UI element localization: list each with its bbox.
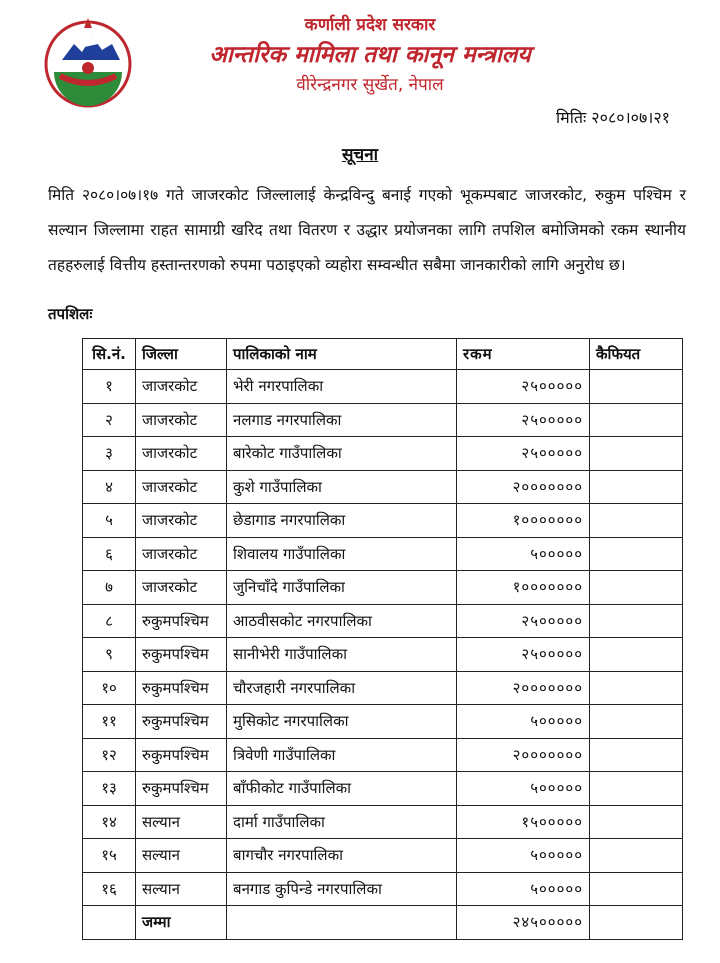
cell-sn: ८ — [83, 604, 136, 638]
cell-district: रुकुमपश्चिम — [136, 671, 227, 705]
table-header-row — [83, 339, 683, 370]
cell-amount: २५००००० — [457, 604, 590, 638]
table-row — [83, 805, 683, 839]
table-row — [83, 403, 683, 437]
cell-district: रुकुमपश्चिम — [136, 772, 227, 806]
table-row — [83, 370, 683, 404]
table-row — [83, 571, 683, 605]
cell-sn: १६ — [83, 872, 136, 906]
cell-remarks — [590, 671, 683, 705]
table-row — [83, 872, 683, 906]
cell-amount: २००००००० — [457, 738, 590, 772]
cell-sn: ५ — [83, 504, 136, 538]
table-row — [83, 437, 683, 471]
details-label: तपशिलः — [48, 305, 93, 323]
cell-remarks — [590, 403, 683, 437]
cell-district: जाजरकोट — [136, 403, 227, 437]
cell-district: जाजरकोट — [136, 504, 227, 538]
total-empty-cell — [227, 906, 457, 940]
cell-amount: २५००००० — [457, 370, 590, 404]
cell-sn: १० — [83, 671, 136, 705]
cell-municipality: कुशे गाउँपालिका — [227, 470, 457, 504]
table-row — [83, 671, 683, 705]
cell-amount: १५००००० — [457, 805, 590, 839]
cell-remarks — [590, 504, 683, 538]
cell-municipality: दार्मा गाउँपालिका — [227, 805, 457, 839]
cell-remarks — [590, 537, 683, 571]
cell-sn: ७ — [83, 571, 136, 605]
cell-sn: ११ — [83, 705, 136, 739]
ministry-header — [170, 12, 570, 98]
cell-sn: १४ — [83, 805, 136, 839]
cell-district: रुकुमपश्चिम — [136, 738, 227, 772]
cell-district: जाजरकोट — [136, 437, 227, 471]
cell-remarks — [590, 772, 683, 806]
total-amount: २४५००००० — [457, 906, 590, 940]
cell-district: सल्यान — [136, 805, 227, 839]
cell-amount: ५००००० — [457, 839, 590, 873]
cell-district: जाजरकोट — [136, 470, 227, 504]
table-row — [83, 504, 683, 538]
table-row — [83, 604, 683, 638]
cell-district: जाजरकोट — [136, 370, 227, 404]
cell-amount: २००००००० — [457, 671, 590, 705]
cell-sn: १२ — [83, 738, 136, 772]
cell-remarks — [590, 437, 683, 471]
cell-amount: १००००००० — [457, 571, 590, 605]
cell-district: रुकुमपश्चिम — [136, 604, 227, 638]
cell-remarks — [590, 738, 683, 772]
cell-remarks — [590, 839, 683, 873]
header-municipality: पालिकाको नाम — [227, 339, 457, 370]
cell-amount: २५००००० — [457, 638, 590, 672]
province-government: कर्णाली प्रदेश सरकार — [304, 15, 436, 35]
cell-sn: ९ — [83, 638, 136, 672]
cell-sn: १५ — [83, 839, 136, 873]
notice-title: सूचना — [341, 145, 379, 165]
cell-district: जाजरकोट — [136, 537, 227, 571]
total-remarks-cell — [590, 906, 683, 940]
table-row — [83, 738, 683, 772]
notice-date: मितिः २०८०।०७।२१ — [556, 108, 670, 127]
cell-municipality: मुसिकोट नगरपालिका — [227, 705, 457, 739]
cell-district: रुकुमपश्चिम — [136, 705, 227, 739]
cell-sn: ४ — [83, 470, 136, 504]
cell-amount: २५००००० — [457, 437, 590, 471]
ministry-address: वीरेन्द्रनगर सुर्खेत, नेपाल — [296, 75, 444, 95]
cell-municipality: छेडागाड नगरपालिका — [227, 504, 457, 538]
total-label: जम्मा — [136, 906, 227, 940]
cell-municipality: जुनिचाँदे गाउँपालिका — [227, 571, 457, 605]
cell-municipality: आठवीसकोट नगरपालिका — [227, 604, 457, 638]
cell-amount: ५००००० — [457, 772, 590, 806]
cell-amount: ५००००० — [457, 537, 590, 571]
cell-municipality: भेरी नगरपालिका — [227, 370, 457, 404]
header-sn: सि.नं. — [83, 339, 136, 370]
table-row — [83, 470, 683, 504]
header-amount: रकम — [457, 339, 590, 370]
cell-district: सल्यान — [136, 839, 227, 873]
cell-municipality: चौरजहारी नगरपालिका — [227, 671, 457, 705]
cell-municipality: शिवालय गाउँपालिका — [227, 537, 457, 571]
cell-remarks — [590, 638, 683, 672]
cell-remarks — [590, 604, 683, 638]
cell-municipality: बाँफीकोट गाउँपालिका — [227, 772, 457, 806]
table-row — [83, 537, 683, 571]
notice-paragraph: मिति २०८०।०७।१७ गते जाजरकोट जिल्लालाई केन्द्रविन्दु बनाई गएको भूकम्पबाट जाजरकोट, रुकुम पश्चिम र सल्यान जिल्लामा राहत सामाग्री खरिद तथा वितरण र उद्धार प्रयोजनका लागि तपशिल बमोजिमको रकम स्थानीय तहहरुलाई वित्तीय हस्तान्तरणको रुपमा पठाइएको व्यहोरा सम्वन्धीत सबैमा जानकारीको लागि अनुरोध छ। — [48, 186, 686, 274]
cell-remarks — [590, 872, 683, 906]
cell-amount: ५००००० — [457, 872, 590, 906]
cell-sn: १३ — [83, 772, 136, 806]
cell-district: रुकुमपश्चिम — [136, 638, 227, 672]
total-row — [83, 906, 683, 940]
cell-amount: ५००००० — [457, 705, 590, 739]
cell-municipality: बागचौर नगरपालिका — [227, 839, 457, 873]
cell-remarks — [590, 705, 683, 739]
cell-municipality: बारेकोट गाउँपालिका — [227, 437, 457, 471]
cell-remarks — [590, 571, 683, 605]
table-row — [83, 839, 683, 873]
header-remarks: कैफियत — [590, 339, 683, 370]
allocation-table — [82, 338, 683, 940]
cell-sn: १ — [83, 370, 136, 404]
table-body — [83, 370, 683, 906]
nepal-government-emblem — [40, 14, 136, 110]
cell-sn: २ — [83, 403, 136, 437]
cell-district: जाजरकोट — [136, 571, 227, 605]
cell-amount: २५००००० — [457, 403, 590, 437]
cell-municipality: सानीभेरी गाउँपालिका — [227, 638, 457, 672]
ministry-name: आन्तरिक मामिला तथा कानून मन्त्रालय — [209, 42, 531, 68]
cell-amount: २००००००० — [457, 470, 590, 504]
cell-district: सल्यान — [136, 872, 227, 906]
cell-remarks — [590, 805, 683, 839]
cell-municipality: नलगाड नगरपालिका — [227, 403, 457, 437]
cell-municipality: बनगाड कुपिन्डे नगरपालिका — [227, 872, 457, 906]
header-district: जिल्ला — [136, 339, 227, 370]
table-row — [83, 705, 683, 739]
cell-amount: १००००००० — [457, 504, 590, 538]
cell-municipality: त्रिवेणी गाउँपालिका — [227, 738, 457, 772]
total-sn-cell — [83, 906, 136, 940]
cell-sn: ६ — [83, 537, 136, 571]
table-row — [83, 638, 683, 672]
cell-remarks — [590, 370, 683, 404]
cell-sn: ३ — [83, 437, 136, 471]
table-row — [83, 772, 683, 806]
cell-remarks — [590, 470, 683, 504]
